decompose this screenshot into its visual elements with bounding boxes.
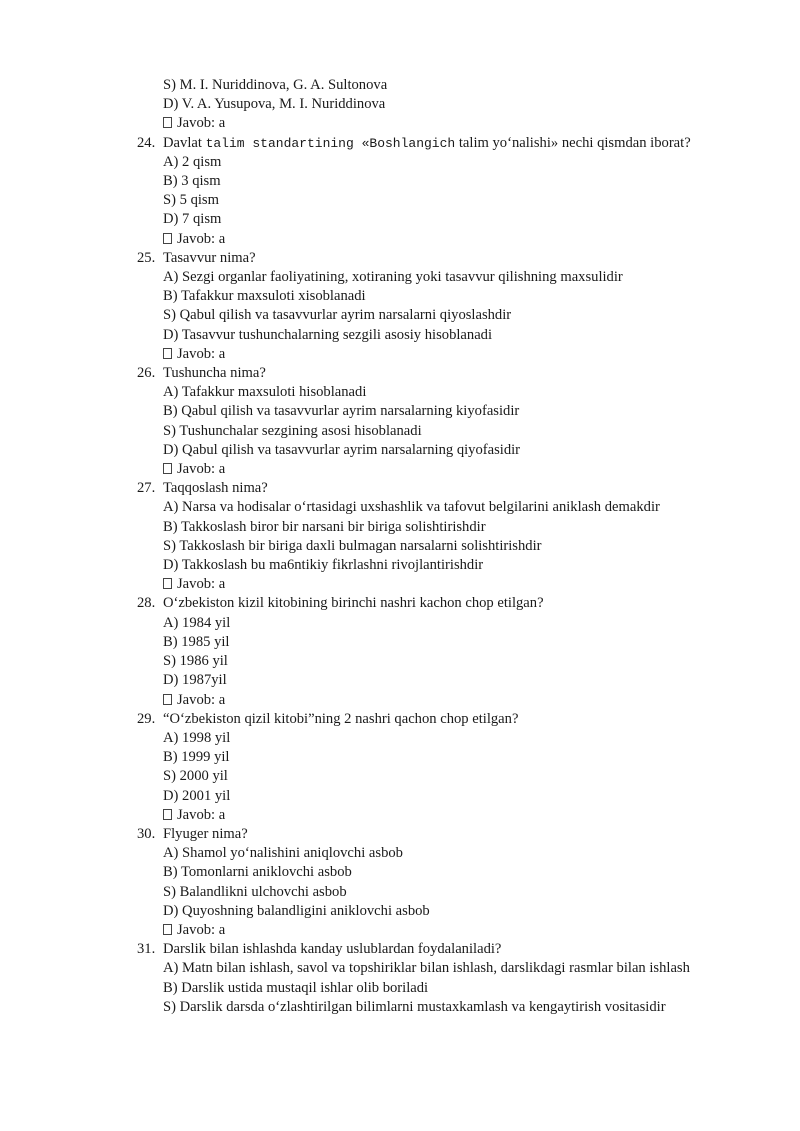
question-text: Darslik bilan ishlashda kanday uslublardan foydalaniladi? bbox=[163, 941, 502, 958]
option-line: B) Qabul qilish va tasavvurlar ayrim narsalarning kiyofasidir bbox=[163, 403, 520, 420]
checkbox-glyph-icon bbox=[163, 694, 172, 705]
checkbox-glyph-icon bbox=[163, 463, 172, 474]
answer-text: Javob: a bbox=[177, 115, 226, 132]
answer-line bbox=[137, 921, 737, 940]
option-line: S) 5 qism bbox=[163, 192, 219, 209]
answer-line bbox=[137, 691, 737, 710]
answer-text: Javob: a bbox=[177, 576, 226, 593]
answer-line bbox=[137, 806, 737, 825]
answer-text: Javob: a bbox=[177, 921, 226, 938]
question-24 bbox=[137, 134, 737, 153]
question-text: Tasavvur nima? bbox=[163, 249, 256, 266]
checkbox-glyph-icon bbox=[163, 348, 172, 359]
question-number: 28. bbox=[137, 595, 156, 612]
option-line: S) 2000 yil bbox=[163, 768, 228, 785]
option-line: D) V. A. Yusupova, M. I. Nuriddinova bbox=[163, 96, 386, 113]
question-text: “O‘zbekiston qizil kitobi”ning 2 nashri qachon chop etilgan? bbox=[163, 710, 519, 727]
option-line: S) Tushunchalar sezgining asosi hisoblanadi bbox=[163, 422, 422, 439]
question-number: 27. bbox=[137, 480, 156, 497]
option-line: A) 1998 yil bbox=[163, 729, 231, 746]
answer-text: Javob: a bbox=[177, 806, 226, 823]
checkbox-glyph-icon bbox=[163, 578, 172, 589]
question-text: Tushuncha nima? bbox=[163, 365, 266, 382]
option-line: D) 2001 yil bbox=[163, 787, 231, 804]
option-line: D) Qabul qilish va tasavvurlar ayrim narsalarning qiyofasidir bbox=[163, 441, 521, 458]
option-line: A) Narsa va hodisalar o‘rtasidagi uxshashlik va tafovut belgilarini aniklash demakdir bbox=[163, 499, 660, 516]
option-line: A) 1984 yil bbox=[163, 614, 231, 631]
option-line: A) Tafakkur maxsuloti hisoblanadi bbox=[163, 384, 367, 401]
question-28 bbox=[137, 594, 737, 613]
checkbox-glyph-icon bbox=[163, 924, 172, 935]
option-line: S) Qabul qilish va tasavvurlar ayrim narsalarni qiyoslashdir bbox=[163, 307, 512, 324]
option-line: D) 7 qism bbox=[163, 211, 222, 228]
question-26 bbox=[137, 364, 737, 383]
answer-line bbox=[137, 575, 737, 594]
option-line: S) Takkoslash bir biriga daxli bulmagan narsalarni solishtirishdir bbox=[163, 537, 542, 554]
question-number: 25. bbox=[137, 249, 156, 266]
option-line: A) Sezgi organlar faoliyatining, xotiraning yoki tasavvur qilishning maxsulidir bbox=[163, 269, 623, 286]
answer-line bbox=[137, 114, 737, 133]
option-line: S) M. I. Nuriddinova, G. A. Sultonova bbox=[163, 77, 388, 93]
checkbox-glyph-icon bbox=[163, 233, 172, 244]
question-number: 29. bbox=[137, 710, 156, 727]
answer-text: Javob: a bbox=[177, 691, 226, 708]
answer-line bbox=[137, 230, 737, 249]
checkbox-glyph-icon bbox=[163, 809, 172, 820]
question-text: O‘zbekiston kizil kitobining birinchi nashri kachon chop etilgan? bbox=[163, 595, 544, 612]
option-line: B) 1999 yil bbox=[163, 749, 230, 766]
option-line: B) Darslik ustida mustaqil ishlar olib boriladi bbox=[163, 979, 429, 996]
option-line: B) Takkoslash biror bir narsani bir biriga solishtirishdir bbox=[163, 518, 486, 535]
answer-text: Javob: a bbox=[177, 345, 226, 362]
question-29 bbox=[137, 710, 737, 729]
option-line: D) 1987yil bbox=[163, 672, 227, 689]
option-line: D) Quyoshning balandligini aniklovchi asbob bbox=[163, 902, 430, 919]
question-27 bbox=[137, 479, 737, 498]
question-list bbox=[137, 76, 737, 1017]
question-25 bbox=[137, 249, 737, 268]
question-text: Davlat talim standartining «Boshlangich talim yo‘nalishi» nechi qismdan iborat? bbox=[163, 134, 691, 151]
option-line: S) Balandlikni ulchovchi asbob bbox=[163, 883, 347, 900]
option-line: B) 1985 yil bbox=[163, 633, 230, 650]
question-number: 30. bbox=[137, 825, 156, 842]
option-line: D) Tasavvur tushunchalarning sezgili asosiy hisoblanadi bbox=[163, 326, 493, 343]
answer-line bbox=[137, 460, 737, 479]
question-number: 31. bbox=[137, 941, 156, 958]
question-number: 24. bbox=[137, 134, 156, 151]
answer-line bbox=[137, 345, 737, 364]
option-line: A) Matn bilan ishlash, savol va topshiriklar bilan ishlash, darslikdagi rasmlar bilan ishlash bbox=[163, 960, 690, 977]
option-line: B) Tomonlarni aniklovchi asbob bbox=[163, 864, 352, 881]
option-line: A) Shamol yo‘nalishini aniqlovchi asbob bbox=[163, 845, 403, 862]
question-text: Flyuger nima? bbox=[163, 825, 248, 842]
question-number: 26. bbox=[137, 365, 156, 382]
option-line: B) 3 qism bbox=[163, 173, 221, 190]
option-line: A) 2 qism bbox=[163, 153, 222, 170]
option-line: D) Takkoslash bu ma6ntikiy fikrlashni rivojlantirishdir bbox=[163, 557, 484, 574]
option-line: S) 1986 yil bbox=[163, 653, 228, 670]
question-31 bbox=[137, 940, 737, 959]
question-30 bbox=[137, 825, 737, 844]
question-text: Taqqoslash nima? bbox=[163, 480, 268, 497]
answer-text: Javob: a bbox=[177, 230, 226, 247]
option-line: B) Tafakkur maxsuloti xisoblanadi bbox=[163, 288, 366, 305]
option-line: S) Darslik darsda o‘zlashtirilgan bilimlarni mustaxkamlash va kengaytirish vositasidir bbox=[163, 998, 666, 1015]
answer-text: Javob: a bbox=[177, 461, 226, 478]
checkbox-glyph-icon bbox=[163, 117, 172, 128]
